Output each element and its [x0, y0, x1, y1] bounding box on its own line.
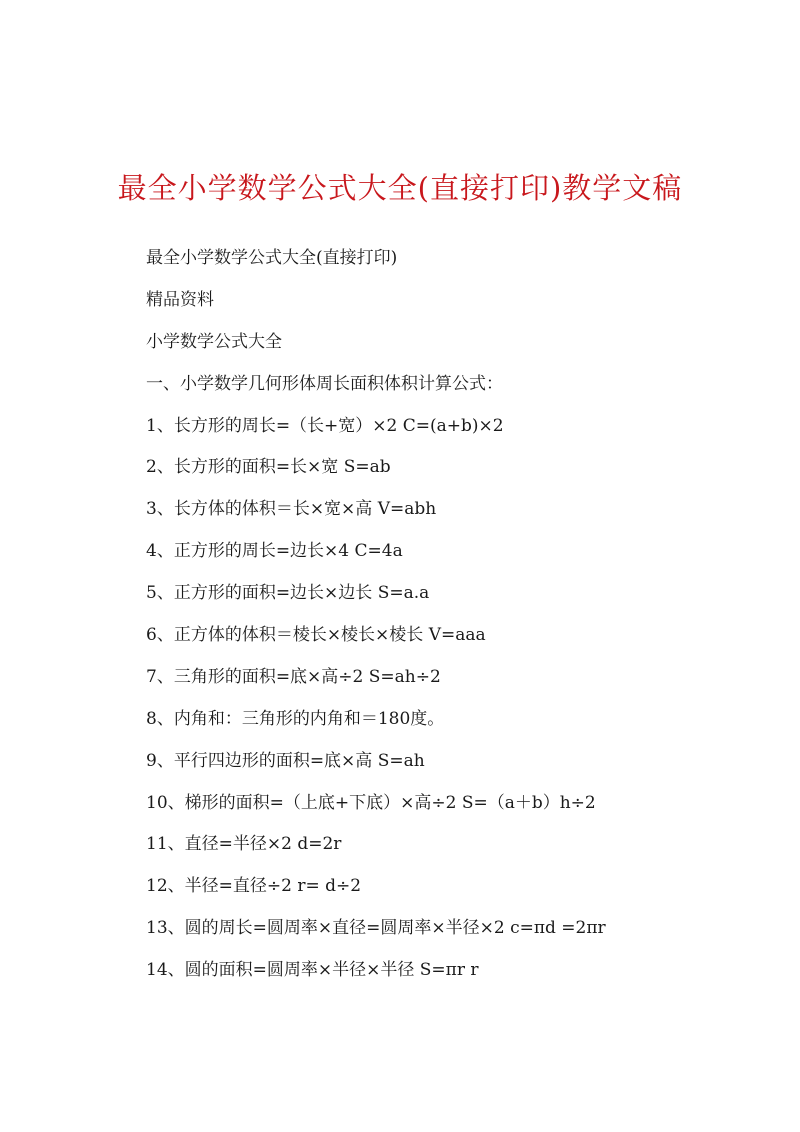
formula-line: 3、长方体的体积＝长×宽×高 V=abh: [146, 499, 437, 520]
formula-line: 2、长方形的面积=长×宽 S=ab: [146, 457, 391, 478]
formula-line: 13、圆的周长=圆周率×直径=圆周率×半径×2 c=πd =2πr: [146, 918, 606, 939]
section-heading: 小学数学公式大全: [146, 331, 282, 352]
formula-line: 4、正方形的周长=边长×4 C=4a: [146, 541, 403, 562]
document-title: 最全小学数学公式大全(直接打印)教学文稿: [117, 171, 683, 205]
formula-line: 14、圆的面积=圆周率×半径×半径 S=πr r: [146, 960, 479, 981]
formula-line: 1、长方形的周长=（长+宽）×2 C=(a+b)×2: [146, 415, 504, 436]
formula-line: 9、平行四边形的面积=底×高 S=ah: [146, 750, 425, 771]
formula-line: 5、正方形的面积=边长×边长 S=a.a: [146, 583, 430, 604]
text-line: 精品资料: [146, 289, 214, 310]
formula-line: 8、内角和：三角形的内角和＝180度。: [146, 708, 445, 729]
formula-line: 12、半径=直径÷2 r= d÷2: [146, 876, 362, 897]
formula-line: 10、梯形的面积=（上底+下底）×高÷2 S=（a＋b）h÷2: [146, 792, 596, 813]
formula-line: 7、三角形的面积=底×高÷2 S=ah÷2: [146, 666, 441, 687]
formula-line: 11、直径=半径×2 d=2r: [146, 834, 342, 855]
formula-line: 6、正方体的体积＝棱长×棱长×棱长 V=aaa: [146, 625, 486, 646]
formula-list: [146, 241, 786, 995]
subtitle-line: 最全小学数学公式大全(直接打印): [146, 248, 398, 268]
section-heading: 一、小学数学几何形体周长面积体积计算公式：: [146, 373, 503, 394]
